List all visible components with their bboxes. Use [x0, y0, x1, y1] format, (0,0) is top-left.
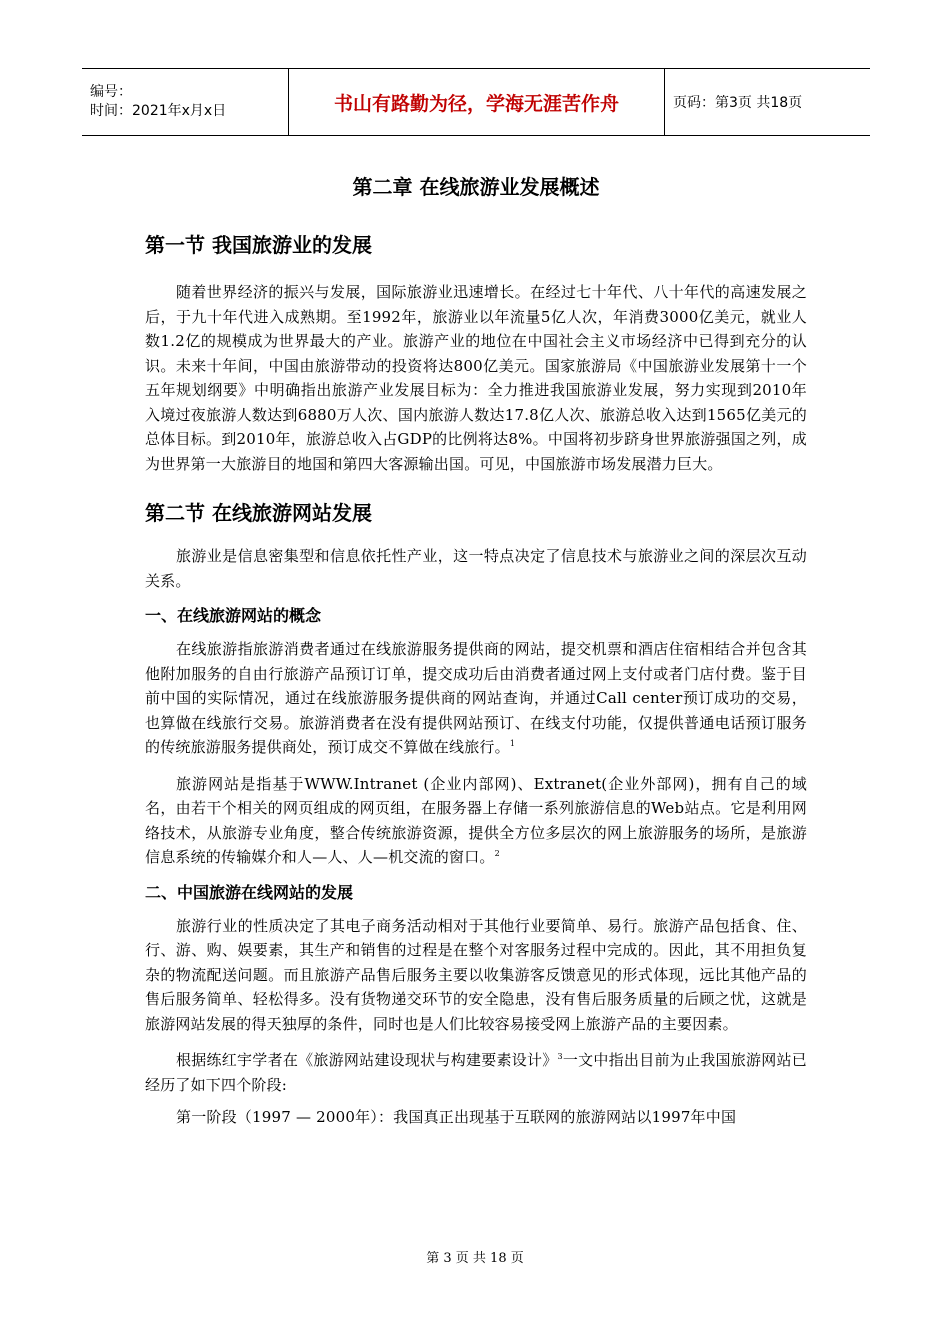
- paragraph-text: 一文中指出目前为止我国旅游网站已经历了如下四个阶段:: [145, 1051, 807, 1094]
- serial-label: 编号：: [90, 84, 132, 100]
- page-footer: 第 3 页 共 18 页: [426, 1251, 524, 1266]
- paragraph-text: 根据练红宇学者在《旅游网站建设现状与构建要素设计》: [176, 1051, 558, 1069]
- header-meta: [82, 69, 289, 136]
- paragraph-text: 在线旅游指旅游消费者通过在线旅游服务提供商的网站，提交机票和酒店住宿相结合并包含其他附加服务的自由行旅游产品预订订单，提交成功后由消费者通过网上支付或者门店付费。鉴于目前中国的实际情况，通过在线旅游服务提供商的网站查询，并通过Call center预订成功的交易，也算做在线旅行交易。旅游消费者在没有提供网站预订、在线支付功能，仅提供普通电话预订服务的传统旅游服务提供商处，预订成交不算做在线旅行。: [145, 640, 807, 756]
- footnote-ref-1: 1: [509, 739, 516, 748]
- footnote-ref-2: 2: [494, 849, 500, 858]
- header-motto: 书山有路勤为径，学海无涯苦作舟: [289, 69, 665, 136]
- date-label: 时间：2021年x月x日: [90, 103, 227, 119]
- subsection2-paragraph1: 旅游行业的性质决定了其电子商务活动相对于其他行业要简单、易行。旅游产品包括食、住、行、游、购、娱要素，其生产和销售的过程是在整个对客服务过程中完成的。因此，其不用担负复杂的物流配送问题。而且旅游产品售后服务主要以收集游客反馈意见的形式体现，远比其他产品的售后服务简单、轻松得多。没有货物递交环节的安全隐患，没有售后服务质量的后顾之忧，这就是旅游网站发展的得天独厚的条件，同时也是人们比较容易接受网上旅游产品的主要因素。: [145, 916, 807, 1033]
- subsection2-paragraph2: [145, 1048, 807, 1097]
- section2-intro: 旅游业是信息密集型和信息依托性产业，这一特点决定了信息技术与旅游业之间的深层次互动关系。: [145, 547, 807, 590]
- subsection1-title: 一、在线旅游网站的概念: [145, 606, 322, 625]
- section2-title: 第二节 在线旅游网站发展: [145, 501, 372, 525]
- document-header: [82, 68, 870, 136]
- paragraph-text: 旅游网站是指基于WWW.Intranet (企业内部网)、Extranet(企业外部网)，拥有自己的域名，由若干个相关的网页组成的网页组，在服务器上存储一系列旅游信息的Web站点。它是利用网络技术，从旅游专业角度，整合传统旅游资源，提供全方位多层次的网上旅游服务的场所，是旅游信息系统的传输媒介和人—人、人—机交流的窗口。: [145, 774, 807, 866]
- section1-paragraph: 随着世界经济的振兴与发展，国际旅游业迅速增长。在经过七十年代、八十年代的高速发展之后，于九十年代进入成熟期。至1992年，旅游业以年流量5亿人次，年消费3000亿美元，就业人数1.2亿的规模成为世界最大的产业。旅游产业的地位在中国社会主义市场经济中已得到充分的认识。未来十年间，中国由旅游带动的投资将达800亿美元。国家旅游局《中国旅游业发展第十一个五年规划纲要》中明确指出旅游产业发展目标为：全力推进我国旅游业发展，努力实现到2010年入境过夜旅游人数达到6880万人次、国内旅游人数达17.8亿人次、旅游总收入达到1565亿美元的总体目标。到2010年，旅游总收入占GDP的比例将达8%。中国将初步跻身世界旅游强国之列，成为世界第一大旅游目的地国和第四大客源输出国。可见，中国旅游市场发展潜力巨大。: [145, 283, 807, 473]
- document-body: [145, 170, 807, 1130]
- footnote-ref-3: 3: [557, 1052, 563, 1061]
- chapter-title: 第二章 在线旅游业发展概述: [352, 175, 600, 199]
- section1-title: 第一节 我国旅游业的发展: [145, 233, 372, 257]
- header-page-info: 页码：第3页 共18页: [665, 69, 871, 136]
- subsection1-paragraph1: [145, 637, 807, 760]
- subsection2-paragraph3: 第一阶段（1997 — 2000年）：我国真正出现基于互联网的旅游网站以1997年中国: [176, 1108, 737, 1126]
- subsection1-paragraph2: [145, 772, 807, 870]
- subsection2-title: 二、中国旅游在线网站的发展: [145, 882, 354, 902]
